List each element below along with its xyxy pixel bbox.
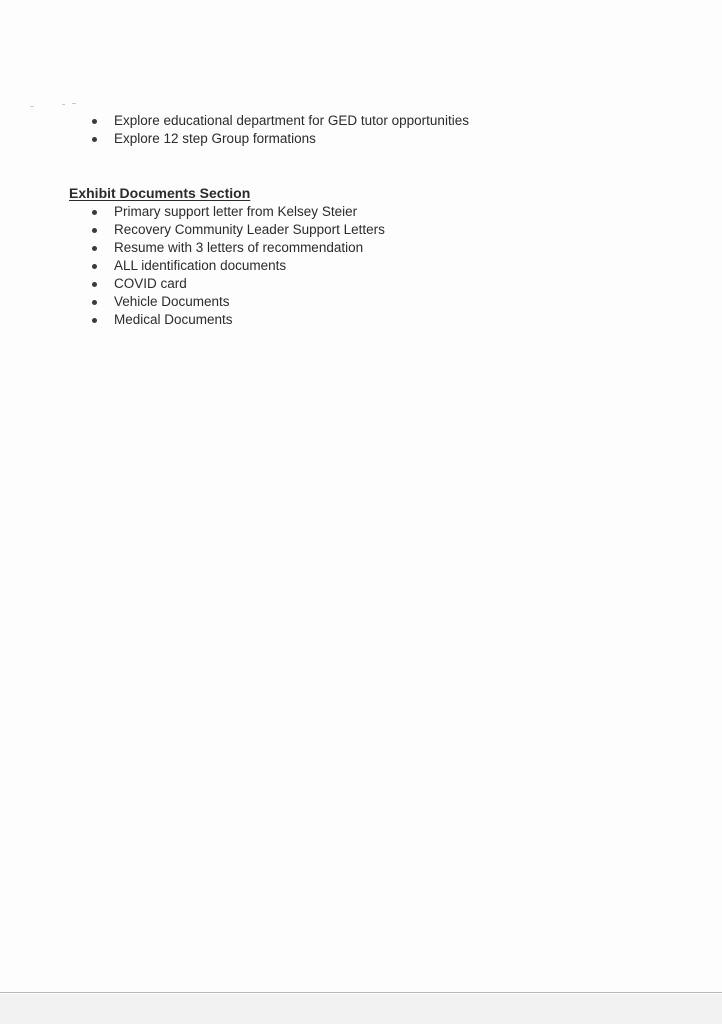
list-item-text: Recovery Community Leader Support Letters xyxy=(114,222,385,237)
scan-speck xyxy=(30,106,34,107)
list-item xyxy=(0,112,469,130)
list-item-text: Primary support letter from Kelsey Steier xyxy=(114,204,358,219)
bullet-icon xyxy=(92,137,97,142)
bullet-icon xyxy=(92,264,97,269)
bullet-icon xyxy=(92,228,97,233)
exhibit-document-list xyxy=(0,203,385,329)
list-item-text: Explore 12 step Group formations xyxy=(114,131,316,146)
list-item-text: Vehicle Documents xyxy=(114,294,230,309)
bullet-icon xyxy=(92,210,97,215)
list-item-text: Medical Documents xyxy=(114,312,233,327)
list-item-text: Explore educational department for GED tutor opportunities xyxy=(114,113,469,128)
action-item-list xyxy=(0,112,469,148)
list-item xyxy=(0,130,469,148)
scan-speck xyxy=(62,104,65,105)
page-bottom-edge xyxy=(0,992,722,993)
list-item xyxy=(0,311,385,329)
list-item xyxy=(0,257,385,275)
list-item xyxy=(0,239,385,257)
list-item-text: COVID card xyxy=(114,276,187,291)
list-item-text: Resume with 3 letters of recommendation xyxy=(114,240,364,255)
bullet-icon xyxy=(92,282,97,287)
bullet-icon xyxy=(92,119,97,124)
bullet-icon xyxy=(92,246,97,251)
scan-speck xyxy=(72,103,76,104)
section-heading: Exhibit Documents Section xyxy=(69,185,251,201)
list-item xyxy=(0,221,385,239)
list-item xyxy=(0,203,385,221)
list-item-text: ALL identification documents xyxy=(114,258,287,273)
bullet-icon xyxy=(92,318,97,323)
list-item xyxy=(0,293,385,311)
list-item xyxy=(0,275,385,293)
bullet-icon xyxy=(92,300,97,305)
